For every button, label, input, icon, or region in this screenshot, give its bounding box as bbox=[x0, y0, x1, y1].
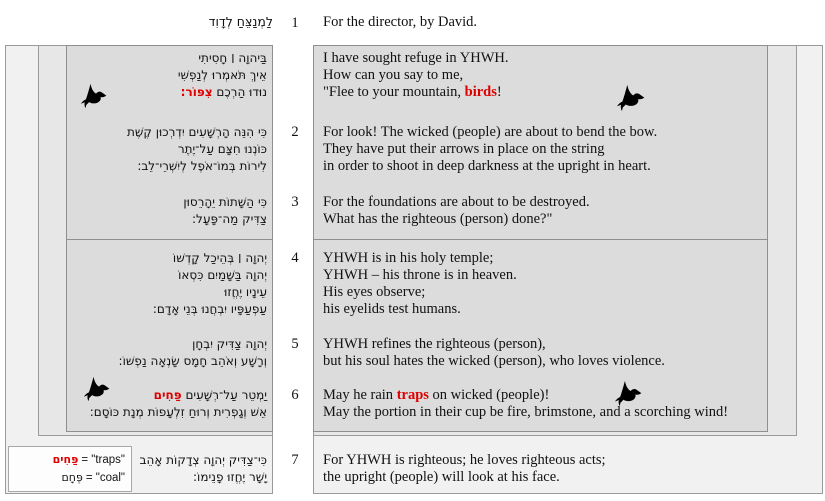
text-segment: כִּי־צַדִּיק יְהוָה צְדָקוֹת אָהֵב bbox=[139, 453, 267, 467]
english-verse-4 bbox=[323, 250, 517, 318]
text-segment: YHWH – his throne is in heaven. bbox=[323, 267, 517, 283]
highlighted-word: פַּחִים bbox=[153, 388, 182, 402]
text-segment: יְהוָה צַדִּיק יִבְחָן bbox=[192, 337, 267, 351]
text-segment: For the foundations are about to be destroyed. bbox=[323, 194, 590, 210]
hebrew-line bbox=[68, 211, 267, 228]
dove-icon bbox=[80, 83, 107, 109]
hebrew-line bbox=[68, 267, 267, 284]
english-line bbox=[323, 194, 590, 211]
english-verse-3 bbox=[323, 194, 590, 228]
legend-gloss: = "traps" bbox=[81, 454, 125, 466]
text-segment: May he rain bbox=[323, 387, 397, 403]
text-segment: עַפְעַפָּיו יִבְחֲנוּ בְּנֵי אָדָם: bbox=[152, 302, 267, 316]
english-line bbox=[323, 250, 517, 267]
text-segment: YHWH is in his holy temple; bbox=[323, 250, 494, 266]
english-line bbox=[323, 336, 665, 353]
verse-number: 5 bbox=[291, 336, 299, 352]
english-verse-7 bbox=[323, 452, 606, 486]
english-verse-5 bbox=[323, 336, 665, 370]
hebrew-verse-5 bbox=[68, 336, 267, 370]
hebrew-line bbox=[68, 404, 267, 421]
psalm-english-title: For the director, by David. bbox=[323, 14, 478, 30]
text-segment: May the portion in their cup be fire, brimstone, and a scorching wind! bbox=[323, 404, 729, 420]
text-segment: but his soul hates the wicked (person), who loves violence. bbox=[323, 353, 665, 369]
english-line bbox=[323, 84, 509, 101]
text-segment: What has the righteous (person) done?" bbox=[323, 211, 553, 227]
hebrew-verse-3 bbox=[68, 194, 267, 228]
text-segment: כִּי הִנֵּה הָרְשָׁעִים יִדְרְכוּן קֶשֶׁת bbox=[127, 125, 267, 139]
legend-hebrew-term: פֶּחָם bbox=[61, 471, 83, 484]
verse-number: 6 bbox=[291, 387, 299, 403]
text-segment: כִּי הַשָּׁתוֹת יֵהָרֵסוּן bbox=[183, 195, 267, 209]
text-segment: בַּיהוָה ׀ חָסִיתִי bbox=[198, 51, 267, 65]
verse-number: 4 bbox=[291, 250, 299, 266]
english-line bbox=[323, 141, 657, 158]
hebrew-line bbox=[68, 284, 267, 301]
verse-number: 3 bbox=[291, 194, 299, 210]
text-segment: YHWH refines the righteous (person), bbox=[323, 336, 546, 352]
hebrew-line bbox=[68, 301, 267, 318]
hebrew-line bbox=[68, 336, 267, 353]
english-line bbox=[323, 67, 509, 84]
english-line bbox=[323, 353, 665, 370]
highlighted-word: birds bbox=[464, 84, 497, 100]
text-segment: לִירוֹת בְּמוֹ־אֹפֶל לְיִשְׁרֵי־לֵב: bbox=[137, 159, 267, 173]
hebrew-verse-4 bbox=[68, 250, 267, 318]
legend-row-coal bbox=[13, 469, 125, 487]
english-line bbox=[323, 124, 657, 141]
text-segment: יַמְטֵר עַל־רְשָׁעִים bbox=[181, 388, 267, 402]
english-verse-1 bbox=[323, 50, 509, 101]
text-segment: אֵיךְ תֹּאמְרוּ לְנַפְשִׁי bbox=[177, 68, 267, 82]
text-segment: For look! The wicked (people) are about to bend the bow. bbox=[323, 124, 658, 140]
legend-row-traps bbox=[13, 451, 125, 469]
legend-box bbox=[8, 446, 132, 492]
hebrew-line bbox=[68, 124, 267, 141]
english-line bbox=[323, 452, 606, 469]
text-segment: עֵינָיו יֶחֱזוּ bbox=[224, 285, 267, 299]
english-verse-2 bbox=[323, 124, 657, 175]
hebrew-line bbox=[68, 50, 267, 67]
english-line bbox=[323, 211, 590, 228]
text-segment: "Flee to your mountain, bbox=[323, 84, 465, 100]
dove-icon bbox=[83, 376, 110, 402]
text-segment: For YHWH is righteous; he loves righteous acts; bbox=[323, 452, 606, 468]
text-segment: I have sought refuge in YHWH. bbox=[323, 50, 509, 66]
english-line bbox=[323, 50, 509, 67]
text-segment: וְרָשָׁע וְאֹהֵב חָמָס שָׂנְאָה נַפְשׁוֹ: bbox=[118, 354, 267, 368]
english-line bbox=[323, 267, 517, 284]
text-segment: in order to shoot in deep darkness at the upright in heart. bbox=[323, 158, 651, 174]
text-segment: אֵשׁ וְגָפְרִית וְרוּחַ זִלְעָפוֹת מְנָת כּוֹסָם: bbox=[89, 405, 267, 419]
dove-icon bbox=[616, 84, 645, 112]
legend-gloss: = "coal" bbox=[85, 472, 125, 484]
highlighted-word: צִפּוֹר: bbox=[180, 85, 213, 99]
text-segment: יָשָׁר יֶחֱזוּ פָנֵימוֹ: bbox=[193, 470, 267, 484]
hebrew-line bbox=[68, 141, 267, 158]
text-segment: יְהוָה בַּשָּׁמַיִם כִּסְאוֹ bbox=[178, 268, 267, 282]
text-segment: his eyelids test humans. bbox=[323, 301, 461, 317]
text-segment: צַדִּיק מַה־פָּעָל: bbox=[192, 212, 267, 226]
english-line bbox=[323, 301, 517, 318]
english-verse-6 bbox=[323, 387, 728, 421]
text-segment: כּוֹנְנוּ חִצָּם עַל־יֶתֶר bbox=[177, 142, 267, 156]
verse-number: 1 bbox=[291, 15, 299, 31]
text-segment: on wicked (people)! bbox=[428, 387, 550, 403]
text-segment: ! bbox=[496, 84, 502, 100]
english-line bbox=[323, 387, 728, 404]
psalm-hebrew-title: לַמְנַצֵּחַ לְדָוִד bbox=[208, 14, 273, 29]
verse-number: 2 bbox=[291, 124, 299, 140]
text-segment: How can you say to me, bbox=[323, 67, 464, 83]
text-segment: His eyes observe; bbox=[323, 284, 426, 300]
text-segment: יְהוָה ׀ בְּהֵיכַל קָדְשׁוֹ bbox=[172, 251, 267, 265]
legend-hebrew-term: פַּחִים bbox=[52, 453, 79, 466]
text-segment: נוּדוּ הַרְכֶם bbox=[212, 85, 267, 99]
hebrew-line bbox=[68, 194, 267, 211]
english-line bbox=[323, 284, 517, 301]
text-segment: They have put their arrows in place on the string bbox=[323, 141, 605, 157]
english-line bbox=[323, 404, 728, 421]
text-segment: the upright (people) will look at his face. bbox=[323, 469, 560, 485]
english-line bbox=[323, 469, 606, 486]
dove-icon bbox=[614, 380, 642, 407]
hebrew-verse-2 bbox=[68, 124, 267, 175]
hebrew-line bbox=[68, 353, 267, 370]
english-line bbox=[323, 158, 657, 175]
hebrew-line bbox=[68, 250, 267, 267]
highlighted-word: traps bbox=[396, 387, 429, 403]
hebrew-line bbox=[68, 67, 267, 84]
hebrew-line bbox=[68, 158, 267, 175]
verse-number: 7 bbox=[291, 452, 299, 468]
